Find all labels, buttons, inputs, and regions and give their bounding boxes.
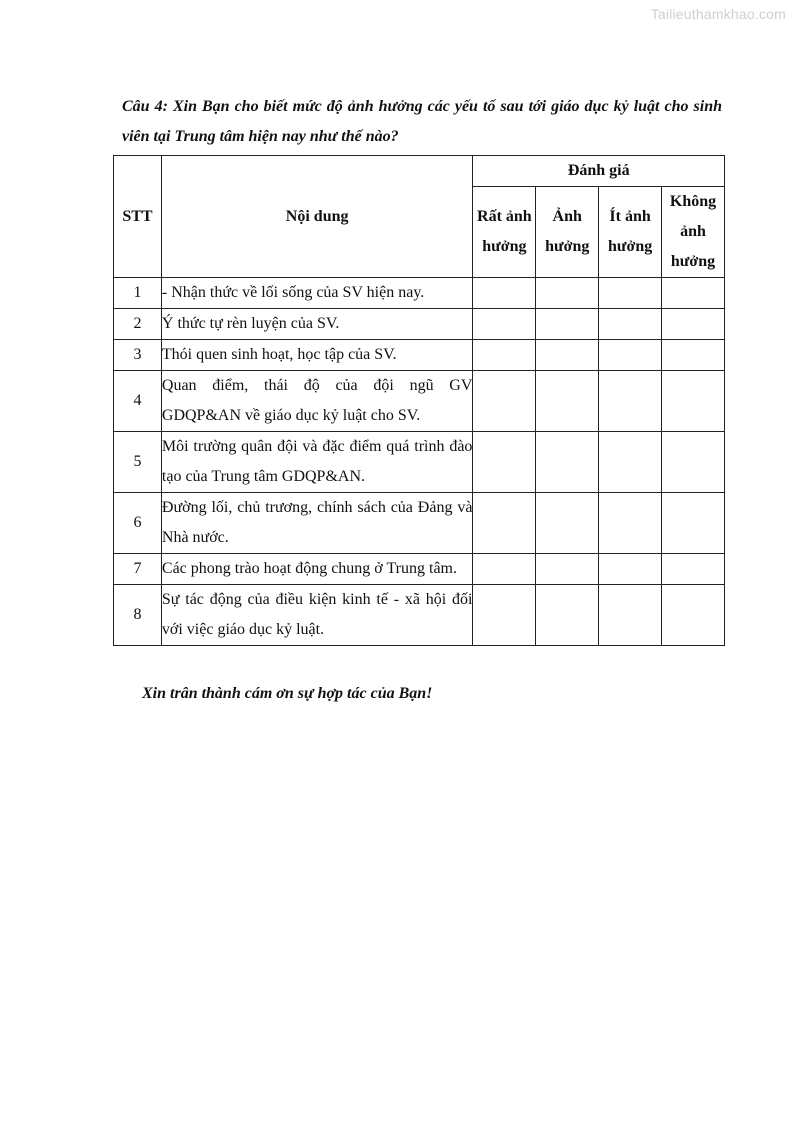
row-number: 3 [114,340,162,371]
rating-cell[interactable] [599,340,662,371]
rating-cell[interactable] [662,371,725,432]
rating-cell[interactable] [536,371,599,432]
row-content: Quan điểm, thái độ của đội ngũ GV GDQP&AN về giáo dục kỷ luật cho SV. [161,371,473,432]
rating-cell[interactable] [473,493,536,554]
rating-cell[interactable] [473,554,536,585]
table-row [114,278,725,309]
rating-cell[interactable] [473,309,536,340]
rating-cell[interactable] [536,278,599,309]
rating-cell[interactable] [536,340,599,371]
row-number: 6 [114,493,162,554]
rating-cell[interactable] [662,340,725,371]
row-content: Môi trường quân đội và đặc điểm quá trình đào tạo của Trung tâm GDQP&AN. [161,432,473,493]
row-content: Ý thức tự rèn luyện của SV. [161,309,473,340]
rating-cell[interactable] [662,309,725,340]
rating-level-influential: Ảnh hưởng [536,187,599,278]
table-row [114,371,725,432]
rating-cell[interactable] [473,340,536,371]
row-content: Sự tác động của điều kiện kinh tế - xã hội đối với việc giáo dục kỷ luật. [161,585,473,646]
table-row [114,493,725,554]
rating-cell[interactable] [536,432,599,493]
row-number: 2 [114,309,162,340]
rating-cell[interactable] [473,371,536,432]
rating-cell[interactable] [473,432,536,493]
rating-level-very-influential: Rất ảnh hưởng [473,187,536,278]
table-row [114,554,725,585]
header-rating: Đánh giá [473,156,725,187]
rating-cell[interactable] [473,585,536,646]
rating-cell[interactable] [599,309,662,340]
rating-level-not-influential: Không ảnh hưởng [662,187,725,278]
watermark: Tailieuthamkhao.com [650,6,786,22]
question-text: Câu 4: Xin Bạn cho biết mức độ ảnh hưởng các yếu tố sau tới giáo dục kỷ luật cho sinh viên tại Trung tâm hiện nay như thế nào? [122,98,722,145]
table-row [114,309,725,340]
row-content: Đường lối, chủ trương, chính sách của Đảng và Nhà nước. [161,493,473,554]
header-stt: STT [114,156,162,278]
rating-cell[interactable] [599,371,662,432]
rating-cell[interactable] [599,493,662,554]
rating-cell[interactable] [599,432,662,493]
rating-cell[interactable] [662,554,725,585]
row-number: 7 [114,554,162,585]
row-number: 1 [114,278,162,309]
header-content: Nội dung [161,156,473,278]
rating-cell[interactable] [536,554,599,585]
rating-cell[interactable] [662,493,725,554]
rating-cell[interactable] [536,493,599,554]
rating-cell[interactable] [662,432,725,493]
rating-cell[interactable] [599,585,662,646]
rating-cell[interactable] [536,309,599,340]
rating-cell[interactable] [599,554,662,585]
survey-table [113,155,725,646]
rating-cell[interactable] [536,585,599,646]
row-number: 8 [114,585,162,646]
closing-note: Xin trân thành cám ơn sự hợp tác của Bạn! [142,685,433,702]
row-content: Các phong trào hoạt động chung ở Trung tâm. [161,554,473,585]
table-row [114,585,725,646]
row-number: 5 [114,432,162,493]
table-row [114,432,725,493]
rating-cell[interactable] [662,585,725,646]
table-row [114,340,725,371]
rating-cell[interactable] [473,278,536,309]
rating-level-slightly-influential: Ít ảnh hưởng [599,187,662,278]
row-content: Thói quen sinh hoạt, học tập của SV. [161,340,473,371]
row-content: - Nhận thức về lối sống của SV hiện nay. [161,278,473,309]
row-number: 4 [114,371,162,432]
rating-cell[interactable] [662,278,725,309]
rating-cell[interactable] [599,278,662,309]
